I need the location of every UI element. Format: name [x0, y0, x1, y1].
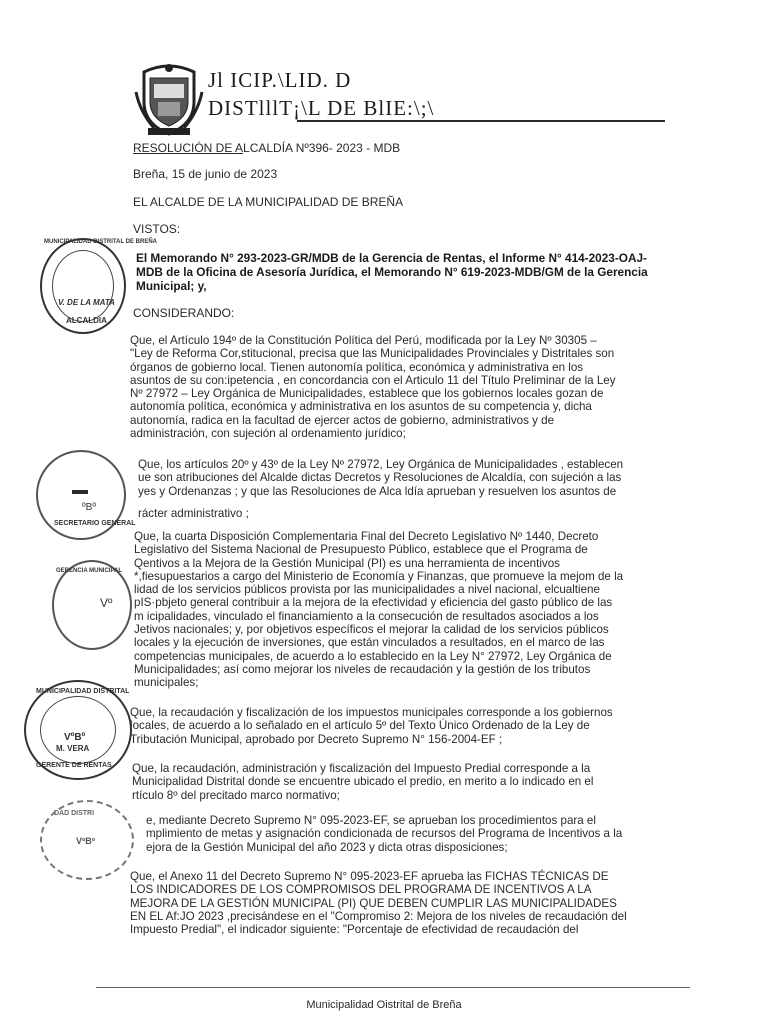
paragraph-line: ejora de la Gestión Municipal del año 2023 y dicta otras disposiciones;: [146, 840, 508, 854]
paragraph-line: municipales;: [134, 676, 199, 690]
paragraph-line: EN EL Af:JO 2023 ,precisándese en el "Compromiso 2: Mejora de los niveles de recaudación del: [130, 909, 627, 923]
paragraph-line: *,fiesupuestarios a cargo del Ministerio de Economía y Finanzas, que promueve la mejom de la: [134, 569, 624, 583]
paragraph-constitution: [130, 334, 658, 440]
vistos-body: [136, 251, 684, 293]
rent-manager-seal-stamp: [24, 680, 132, 780]
paragraph-line: Nº 27972 – Ley Orgánica de Municipalidades, establece que los gobiernos locales gozan de: [130, 387, 604, 401]
paragraph-line: Qentivos a la Mejora de la Gestión Municipal (PI) es una herramienta de incentivos: [134, 556, 560, 570]
paragraph-line: "Ley de Reforma Cor,stitucional, precisa que las Municipalidades Provinciales y Distritales son: [130, 347, 615, 361]
manager-seal-stamp: [52, 560, 132, 650]
paragraph-line: Que, el Artículo 194º de la Constitución Política del Perú, modificada por la Ley Nº 30305 –: [130, 334, 597, 347]
paragraph-line: Que, los artículos 20º y 43º de la Ley Nº 27972, Ley Orgánica de Municipalidades , establecen: [138, 458, 624, 471]
paragraph-line: Que, la recaudación, administración y fiscalización del Impuesto Predial corresponde a la: [132, 762, 591, 775]
paragraph-line: administración, con sujeción al ordenamiento jurídico;: [130, 427, 406, 441]
seal-top-text: MUNICIPALIDAD DISTRITAL: [36, 688, 130, 695]
paragraph-line: Tributación Municipal, aprobado por Decreto Supremo N° 156-2004-EF ;: [130, 732, 503, 746]
resolution-title: [133, 141, 400, 155]
paragraph-line: MEJORA DE LA GESTIÓN MUNICIPAL (PI) QUE DEBEN CUMPLIR LAS MUNICIPALIDADES: [130, 896, 617, 910]
paragraph-line: asuntos de su con:ipetencia , en concordancia con el Articulo 11 del Título Preliminar de la Ley: [130, 373, 616, 387]
paragraph-line: locales, de acuerdo a lo señalado en el artículo 5º del Texto Único Ordenado de la Ley de: [130, 719, 590, 733]
paragraph-line: ue son atribuciones del Alcalde dictas Decretos y Resoluciones de Alcaldía, con sujeción a las: [138, 471, 622, 485]
paragraph-line: Legislativo del Sistema Nacional de Presupuesto Público, establece que el Programa de: [134, 543, 588, 557]
paragraph-supreme-decree: [146, 814, 658, 854]
paragraph-line: Que, la cuarta Disposición Complementaria Final del Decreto Legislativo Nº 1440, Decreto: [134, 530, 599, 543]
signature-mark: [72, 490, 88, 494]
seal-top-text: MUNICIPALIDAD DISTRITAL DE BREÑA: [44, 239, 157, 245]
paragraph-line: Municipalidades; así como mejorar los niveles de recaudación y la gestión de los tributos: [134, 662, 591, 676]
considerando-heading: CONSIDERANDO:: [133, 306, 235, 320]
mayor-heading: EL ALCALDE DE LA MUNICIPALIDAD DE BREÑA: [133, 195, 404, 209]
seal-bottom-text: ALCALDIA: [66, 316, 107, 325]
paragraph-line: pIS·pbjeto general contribuir a la mejora de la efectividad y eficiencia del gasto público de las: [134, 596, 613, 610]
paragraph-annex: [130, 870, 658, 936]
seal-top-text: GERENCIA MUNICIPAL: [56, 568, 122, 574]
paragraph-line: e, mediante Decreto Supremo N° 095-2023-EF, se aprueban los procedimientos para el: [146, 814, 596, 827]
paragraph-line: rácter administrativo ;: [138, 506, 249, 520]
paragraph-line: m icipalidades, vinculado el financiamiento a la consecución de resultados asociados a los: [134, 609, 599, 623]
paragraph-property-tax: [132, 762, 658, 802]
seal-bottom-text: GERENTE DE RENTAS: [36, 762, 112, 769]
footer-rule: [96, 987, 690, 988]
municipality-name-line1: Jl ICIP.\LID. D: [208, 68, 352, 92]
resolution-number: LCALDÍA Nº396- 2023 - MDB: [243, 141, 401, 155]
seal-vobo-text: ºBº: [82, 502, 96, 513]
vistos-heading: VISTOS:: [133, 222, 181, 236]
vistos-line: El Memorando N° 293-2023-GR/MDB de la Gerencia de Rentas, el Informe N° 414-2023-OAJ-: [136, 251, 647, 265]
seal-signature-text: V. DE LA MATA: [58, 298, 115, 307]
paragraph-line: Que, el Anexo 11 del Decreto Supremo N° 095-2023-EF aprueba las FICHAS TÉCNICAS DE: [130, 870, 609, 883]
paragraph-line: Impuesto Predial", el indicador siguiente: "Porcentaje de efectividad de recaudación del: [130, 923, 579, 937]
paragraph-line: Jetivos nacionales; y, por objetivos específicos el mejorar la calidad de los servicios públicos: [134, 623, 609, 637]
seal-inner-ring: [52, 250, 114, 322]
paragraph-line: LOS INDICADORES DE LOS COMPROMISOS DEL PROGRAMA DE INCENTIVOS A LA: [130, 883, 592, 897]
footer-text: Municipalidad Oistrital de Breña: [306, 999, 462, 1011]
paragraph-decree-1440: [134, 530, 658, 690]
municipality-name-line2: DISTlllT¡\L DE BlIE:\;\: [208, 96, 435, 120]
paragraph-line: autonomía, radica en la facultad de ejercer actos de gobierno, administrativos y de: [130, 413, 555, 427]
secretary-seal-stamp: [36, 450, 136, 540]
paragraph-articles: [138, 458, 658, 520]
paragraph-line: mplimiento de metas y asignación condicionada de recursos del Programa de Incentivos a la: [146, 827, 623, 841]
coat-of-arms-logo: [134, 62, 204, 138]
paragraph-line: autonomía política, económica y administrativa en los asuntos de su competencia y, dicha: [130, 400, 592, 414]
vistos-line: MDB de la Oficina de Asesoría Jurídica, el Memorando N° 619-2023-MDB/GM de la Gerencia: [136, 265, 648, 279]
paragraph-line: órganos de gobierno local. Tienen autonomía política, económica y administrativa en los: [130, 360, 584, 374]
seal-vobo-text: VºBº: [64, 732, 86, 743]
paragraph-line: Municipalidad Distrital donde se encuentre ubicado el predio, en merito a lo indicado en el: [132, 775, 594, 789]
legal-office-seal-stamp: [40, 800, 134, 880]
header-rule: [297, 120, 665, 122]
seal-bottom-text: SECRETARIO GENERAL: [54, 520, 136, 527]
paragraph-line: locales y la ejecución de inversiones, que están vinculados a resultados, en el marco de las: [134, 636, 605, 650]
mayor-seal-stamp: [40, 238, 157, 334]
seal-vobo-text: Vº: [100, 596, 113, 610]
paragraph-line: Que, la recaudación y fiscalización de los impuestos municipales corresponde a los gobiernos: [130, 706, 613, 719]
paragraph-line: rtículo 8º del precitado marco normativo;: [132, 788, 340, 802]
seal-signature-text: M. VERA: [56, 744, 90, 753]
paragraph-line: competencias municipales, de acuerdo a lo establecido en la Ley N° 27972, Ley Orgánica de: [134, 649, 612, 663]
resolution-prefix: RESOLUCIÓN DE A: [133, 141, 244, 155]
seal-vobo-text: VºBº: [76, 836, 96, 846]
seal-inner-ring: [40, 696, 116, 764]
paragraph-tax-collection: [130, 706, 658, 746]
seal-top-text: DAD DISTRI: [54, 810, 95, 817]
paragraph-line: lidad de los servicios públicos provista por las municipalidades a nivel nacional, elcualtiene: [134, 583, 600, 597]
paragraph-line: yes y Ordenanzas ; y que las Resoluciones de Alca ldía aprueban y resuelven los asuntos de: [138, 484, 617, 498]
vistos-line: Municipal; y,: [136, 279, 207, 293]
resolution-date: Breña, 15 de junio de 2023: [133, 167, 278, 181]
